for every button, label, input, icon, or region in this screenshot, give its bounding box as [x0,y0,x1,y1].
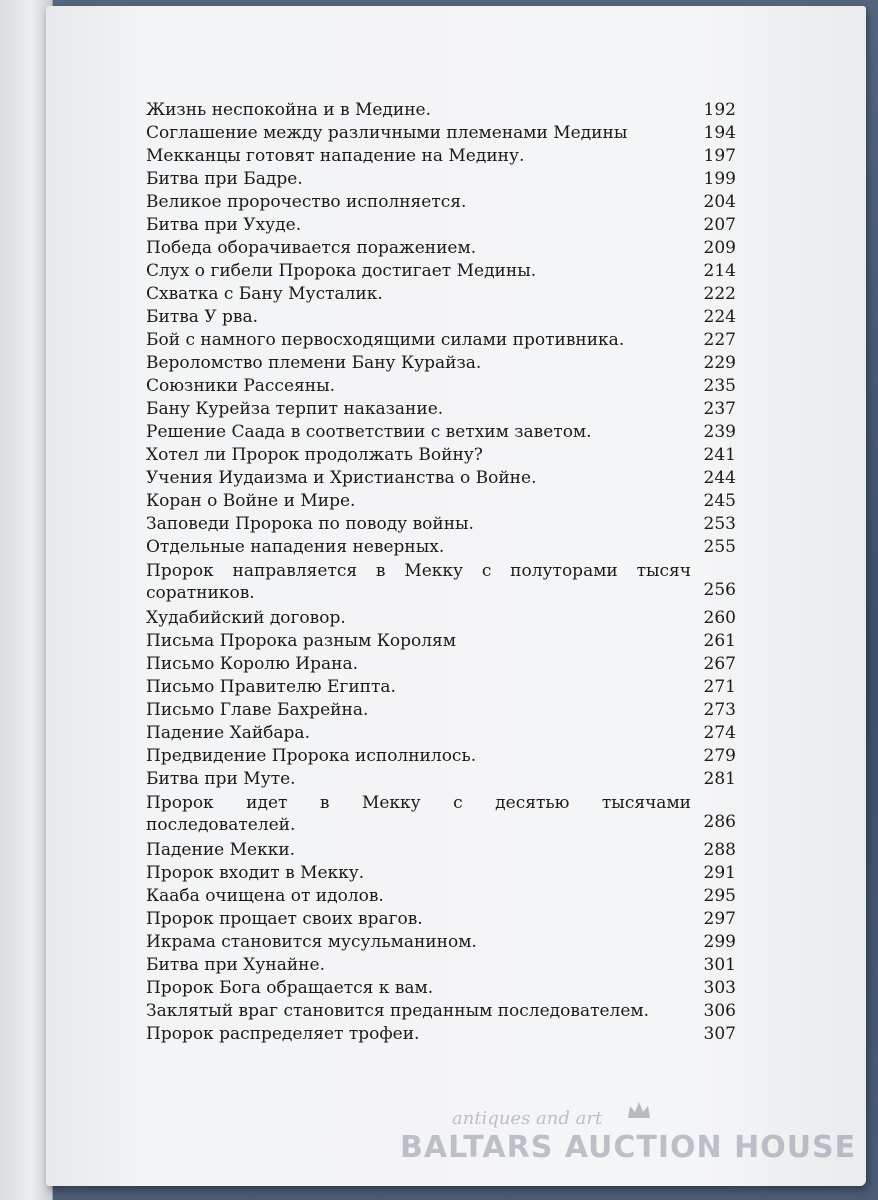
watermark-brand: BALTARS AUCTION HOUSE [400,1130,857,1165]
toc-entry: Битва У рва. 224 [146,307,736,327]
toc-entry: Письмо Правителю Египта. 271 [146,677,736,697]
toc-entry: Падение Хайбара. 274 [146,723,736,743]
toc-entry: Победа оборачивается поражением. 209 [146,238,736,258]
toc-entry: Решение Саада в соответствии с ветхим заветом. 239 [146,422,736,442]
toc-entry: Жизнь неспокойна и в Медине. 192 [146,100,736,120]
toc-entry: Пророк прощает своих врагов. 297 [146,909,736,929]
toc-entry: Письмо Главе Бахрейна. 273 [146,700,736,720]
toc-entry: Пророк распределяет трофеи. 307 [146,1024,736,1044]
toc-entry: Предвидение Пророка исполнилось. 279 [146,746,736,766]
toc-entry: Схватка с Бану Мусталик. 222 [146,284,736,304]
toc-entry: Падение Мекки. 288 [146,840,736,860]
toc-entry: Битва при Ухуде. 207 [146,215,736,235]
watermark-tagline: antiques and art [452,1108,603,1129]
toc-entry-multiline: Пророк направляется в Мекку с полуторами тысяч соратников. 256 [146,561,736,603]
toc-entry: Бой с намного первосходящими силами противника. 227 [146,330,736,350]
toc-entry: Битва при Муте. 281 [146,769,736,789]
toc-entry: Битва при Хунайне. 301 [146,955,736,975]
toc-entry: Союзники Рассеяны. 235 [146,376,736,396]
toc-entry: Икрама становится мусульманином. 299 [146,932,736,952]
toc-entry: Пророк входит в Мекку. 291 [146,863,736,883]
toc-entry-multiline: Пророк идет в Мекку с десятью тысячами последователей. 286 [146,793,736,835]
toc-entry: Коран о Войне и Мире. 245 [146,491,736,511]
toc-entry: Великое пророчество исполняется. 204 [146,192,736,212]
toc-entry: Мекканцы готовят нападение на Медину. 197 [146,146,736,166]
toc-entry: Пророк Бога обращается к вам. 303 [146,978,736,998]
toc-entry: Заклятый враг становится преданным последователем. 306 [146,1001,736,1021]
toc-entry: Соглашение между различными племенами Медины 194 [146,123,736,143]
toc-entry: Бану Курейза терпит наказание. 237 [146,399,736,419]
toc-entry: Худабийский договор. 260 [146,608,736,628]
toc-entry: Заповеди Пророка по поводу войны. 253 [146,514,736,534]
toc-entry: Вероломство племени Бану Курайза. 229 [146,353,736,373]
table-of-contents [146,100,736,1047]
toc-entry: Письма Пророка разным Королям 261 [146,631,736,651]
toc-entry: Письмо Королю Ирана. 267 [146,654,736,674]
toc-entry: Учения Иудаизма и Христианства о Войне. 244 [146,468,736,488]
toc-entry: Хотел ли Пророк продолжать Войну? 241 [146,445,736,465]
crown-icon [626,1100,652,1120]
toc-entry: Слух о гибели Пророка достигает Медины. 214 [146,261,736,281]
toc-entry: Кааба очищена от идолов. 295 [146,886,736,906]
auction-watermark [400,1108,857,1188]
toc-entry: Отдельные нападения неверных. 255 [146,537,736,557]
toc-entry: Битва при Бадре. 199 [146,169,736,189]
